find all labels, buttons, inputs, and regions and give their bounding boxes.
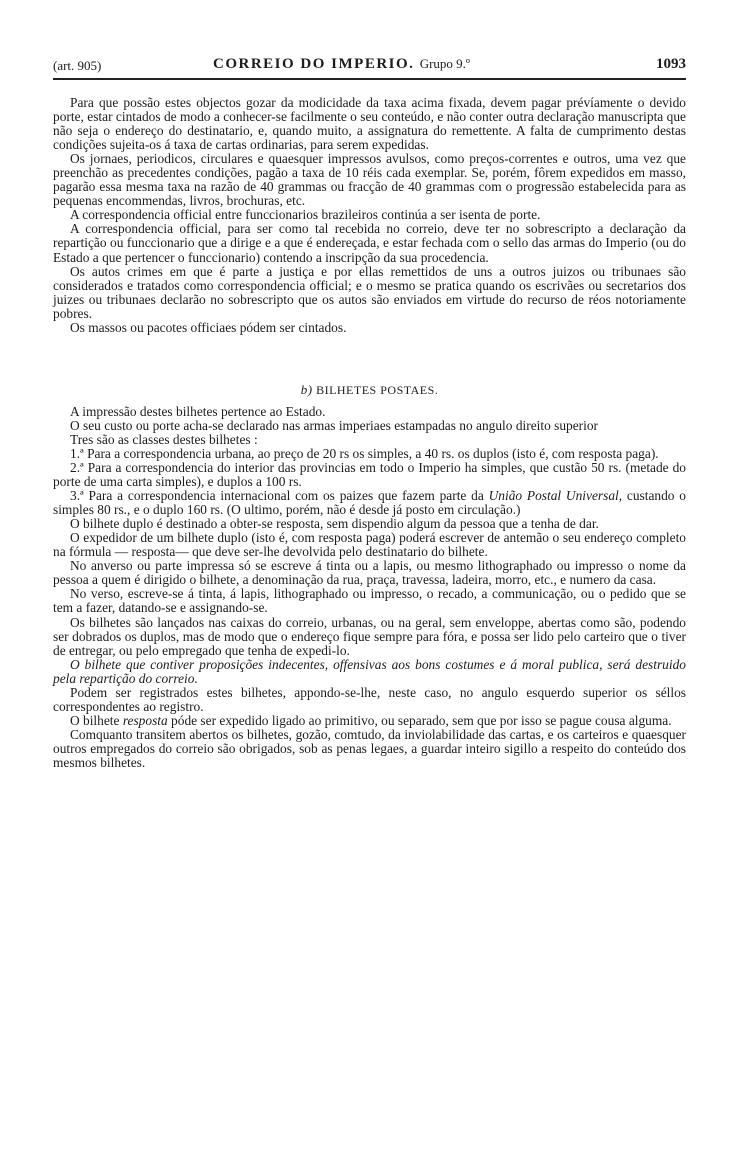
section-heading <box>53 382 686 398</box>
italic-term: União Postal Universal <box>488 488 619 504</box>
paragraph: O bilhete duplo é destinado a obter-se resposta, sem dispendio algum da pessoa que a tenha de dar. <box>70 516 599 532</box>
paragraph: A impressão destes bilhetes pertence ao Estado. <box>70 403 326 419</box>
article-reference: (art. 905) <box>53 58 102 73</box>
page <box>53 56 686 770</box>
text-run: , custando o simples 80 rs., e o duplo 160 rs. (O ultimo, porém, não é desde já posto em circulação.) <box>53 488 686 518</box>
paragraph <box>53 489 686 517</box>
italic-term: resposta <box>122 712 168 728</box>
paragraph: O seu custo ou porte acha-se declarado nas armas imperiaes estampadas no angulo direito superior <box>70 417 599 433</box>
section-label: b) <box>300 381 313 397</box>
text-run: 3.ª Para a correspondencia internacional com os paizes que fazem parte da <box>70 488 489 504</box>
paragraph: A correspondencia official entre funccionarios brazileiros continúa a ser isenta de porte. <box>70 207 541 223</box>
text-run: O bilhete <box>70 712 123 728</box>
paragraph: No verso, escreve-se á tinta, á lapis, lithographado ou impresso, o recado, a communicação, ou o pedido que se tem a fazer, datando-se e assignando-se. <box>53 586 686 616</box>
paragraph: O expedidor de um bilhete duplo (isto é, com resposta paga) poderá escrever de antemão o seu endereço completo na fórmula — resposta— que deve ser-lhe devolvida pelo destinatario do bilhete. <box>53 530 686 560</box>
running-title <box>213 56 470 73</box>
running-header <box>53 56 686 76</box>
paragraph: Os bilhetes são lançados nas caixas do correio, urbanas, ou na geral, sem enveloppe, abertas como são, podendo ser dobrados os duplos, mas de modo que o endereço fique sempre para fóra, e possa ser lido pelo carteiro que o tiver de entregar, ou pelo empregado que tenha de expedi-lo. <box>53 614 686 658</box>
paragraph: No anverso ou parte impressa só se escreve á tinta ou a lapis, ou mesmo lithographado ou impresso o nome da pessoa a quem é dirigido o bilhete, a denominação da rua, praça, travessa, ladeira, morro, etc., e numero da casa. <box>53 558 686 588</box>
paragraph: 2.ª Para a correspondencia do interior das provincias em todo o Imperio ha simples, que custão 50 rs. (metade do porte de uma carta simples), e duplos a 100 rs. <box>53 459 686 490</box>
page-number: 1093 <box>656 56 686 72</box>
italic-paragraph: O bilhete que contiver proposições indecentes, offensivas aos bons costumes e á moral publica, será destruido pela repartição do correio. <box>53 656 686 686</box>
paragraph: Para que possão estes objectos gozar da modicidade da taxa acima fixada, devem pagar prévíamente o devido porte, estar cintados de modo a conhecer-se facilmente o seu conteúdo, e não conter outra declaração manuscripta que não seja o endereço do destinatario, e, quando muito, a assignatura do remettente. A falta de cumprimento destas condições sujeita-os á taxa de cartas ordinarias, para serem expedidas. <box>53 95 686 153</box>
section-title: BILHETES POSTAES. <box>316 382 439 397</box>
paragraph: Comquanto transitem abertos os bilhetes, gozão, comtudo, da inviolabilidade das cartas, e os carteiros e quaesquer outros empregados do correio são obrigados, sob as penas legaes, a guardar inteiro sigillo a respeito do conteúdo dos mesmos bilhetes. <box>53 726 686 770</box>
paragraph <box>53 714 686 728</box>
paragraph: Podem ser registrados estes bilhetes, appondo-se-lhe, neste caso, no angulo esquerdo superior os séllos correspondentes ao registro. <box>53 684 686 714</box>
section-bilhetes-postaes <box>53 405 686 770</box>
paragraph: Os autos crimes em que é parte a justiça e por ellas remettidos de uns a outros juizos ou tribunaes são considerados e tratados como correspondencia official; e o mesmo se pratica quando os escrivães ou secretarios dos juizes ou tribunaes declarão no sobrescripto que os autos são enviados em virtude do recurso de réos notoriamente pobres. <box>53 263 686 321</box>
header-title: CORREIO DO IMPERIO. <box>213 56 415 72</box>
header-rule <box>53 78 686 80</box>
paragraph: Os jornaes, periodicos, circulares e quaesquer impressos avulsos, como preços-correntes e outros, uma vez que preenchão as precedentes condições, pagão a taxa de 10 réis cada exemplar. Se, porém, fôrem expedidos em masso, pagarão essa mesma taxa na razão de 40 grammas ou fracção de 40 grammas com o progressão estabelecida para as pequenas encommendas, livros, brochuras, etc. <box>53 151 686 209</box>
text-run: póde ser expedido ligado ao primitivo, ou separado, sem que por isso se pague cousa alguma. <box>167 712 672 728</box>
paragraph: Os massos ou pacotes officiaes pódem ser cintados. <box>70 319 347 335</box>
header-group: Grupo 9.º <box>419 56 470 71</box>
paragraph: 1.ª Para a correspondencia urbana, ao preço de 20 rs os simples, a 40 rs. os duplos (isto é, com resposta paga). <box>70 445 659 461</box>
paragraph: Tres são as classes destes bilhetes : <box>70 431 258 447</box>
section-impressos <box>53 96 686 335</box>
paragraph: A correspondencia official, para ser como tal recebida no correio, deve ter no sobrescripto a declaração da repartição ou funccionario que a dirige e a que é endereçada, e estar fechada com o sello das armas do Imperio (ou do Estado a que pertencer o funccionario) contendo a inscripção da sua procedencia. <box>53 221 686 265</box>
